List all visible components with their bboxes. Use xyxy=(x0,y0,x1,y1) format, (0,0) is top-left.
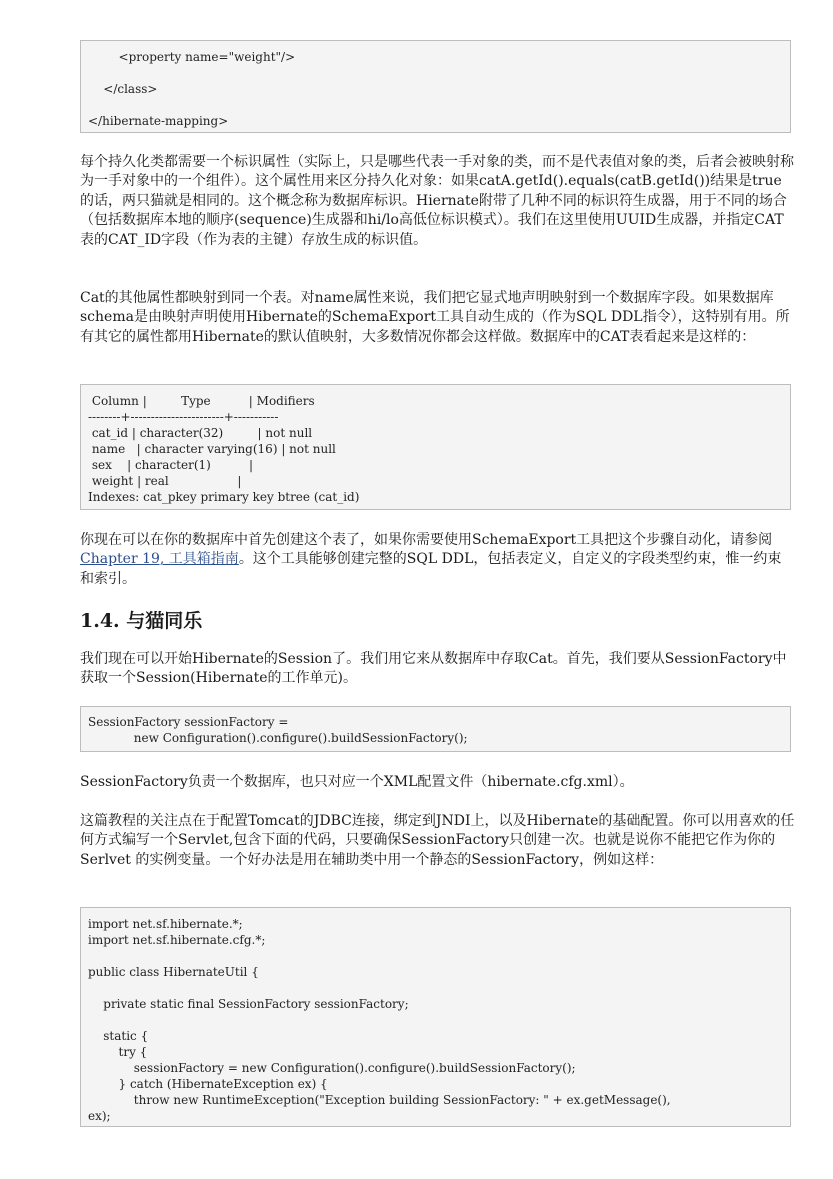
code-line: static { xyxy=(88,1029,149,1043)
paragraph-schemaexport-text: 你现在可以在你的数据库中首先创建这个表了，如果你需要使用SchemaExport工具把这个步骤自动化，请参阅 xyxy=(80,532,773,548)
section-heading: 1.4. 与猫同乐 xyxy=(80,610,203,632)
paragraph-tomcat: 这篇教程的关注点在于配置Tomcat的JDBC连接，绑定到JNDI上，以及Hibernate的基础配置。你可以用喜欢的任何方式编写一个Servlet,包含下面的代码，只要确保SessionFactory只创建一次。也就是说你不能把它作为你的Serlvet 的实例变量。一个好办法是用在辅助类中用一个静态的SessionFactory，例如这样： xyxy=(80,813,795,868)
code-line: public class HibernateUtil { xyxy=(88,965,259,979)
paragraph-sessionfactory: SessionFactory负责一个数据库，也只对应一个XML配置文件（hibernate.cfg.xml）。 xyxy=(80,774,634,790)
code-line: throw new RuntimeException("Exception building SessionFactory: " + ex.getMessage(), xyxy=(88,1093,671,1107)
code-line: weight | real | xyxy=(88,474,242,488)
code-line xyxy=(88,980,783,996)
code-line: try { xyxy=(88,1045,148,1059)
code-line: ex); xyxy=(88,1109,111,1123)
code-line xyxy=(88,97,783,113)
code-line: name | character varying(16) | not null xyxy=(88,442,336,456)
code-block-hibernate-util xyxy=(80,907,791,1127)
code-line: import net.sf.hibernate.cfg.*; xyxy=(88,933,266,947)
paragraph-properties: Cat的其他属性都映射到同一个表。对name属性来说，我们把它显式地声明映射到一个数据库字段。如果数据库schema是由映射声明使用Hibernate的SchemaExport工具自动生成的（作为SQL DDL指令），这特别有用。所有其它的属性都用Hibernate的默认值映射，大多数情况你都会这样做。数据库中的CAT表看起来是这样的： xyxy=(80,290,790,345)
code-line: new Configuration().configure().buildSessionFactory(); xyxy=(88,731,468,745)
code-line: private static final SessionFactory sessionFactory; xyxy=(88,997,409,1011)
paragraph-identifier: 每个持久化类都需要一个标识属性（实际上，只是哪些代表一手对象的类，而不是代表值对象的类，后者会被映射称为一手对象中的一个组件）。这个属性用来区分持久化对象：如果catA.getId().equals(catB.getId())结果是true的话，两只猫就是相同的。这个概念称为数据库标识。Hiernate附带了几种不同的标识符生成器，用于不同的场合（包括数据库本地的顺序(sequence)生成器和hi/lo高低位标识模式）。我们在这里使用UUID生成器，并指定CAT表的CAT_ID字段（作为表的主键）存放生成的标识值。 xyxy=(80,154,794,248)
code-line xyxy=(88,65,783,81)
code-line: sessionFactory = new Configuration().configure().buildSessionFactory(); xyxy=(88,1061,576,1075)
code-block-session-factory xyxy=(80,706,791,752)
paragraph-schemaexport-text-end: 。这个工具能够创建完整的SQL DDL，包括表定义，自定义的字段类型约束，惟一约束和索引。 xyxy=(80,551,782,587)
code-line: } catch (HibernateException ex) { xyxy=(88,1077,328,1091)
paragraph-schemaexport xyxy=(80,531,795,589)
paragraph-session: 我们现在可以开始Hibernate的Session了。我们用它来从数据库中存取Cat。首先，我们要从SessionFactory中获取一个Session(Hibernate的工作单元)。 xyxy=(80,651,787,687)
chapter-19-link[interactable]: Chapter 19, 工具箱指南 xyxy=(80,551,239,568)
code-line: --------+-----------------------+----------- xyxy=(88,410,279,424)
code-line: sex | character(1) | xyxy=(88,458,254,472)
code-line: Indexes: cat_pkey primary key btree (cat_id) xyxy=(88,490,360,504)
code-block-mapping xyxy=(80,40,791,133)
code-block-cat-table xyxy=(80,384,791,510)
code-line: <property name="weight"/> xyxy=(88,50,296,64)
code-line: Column | Type | Modifiers xyxy=(88,394,315,408)
code-line: import net.sf.hibernate.*; xyxy=(88,917,243,931)
code-line xyxy=(88,1012,783,1028)
code-line: SessionFactory sessionFactory = xyxy=(88,715,289,729)
code-line: </class> xyxy=(88,82,158,96)
code-line: </hibernate-mapping> xyxy=(88,114,229,128)
code-line xyxy=(88,948,783,964)
code-line: cat_id | character(32) | not null xyxy=(88,426,313,440)
